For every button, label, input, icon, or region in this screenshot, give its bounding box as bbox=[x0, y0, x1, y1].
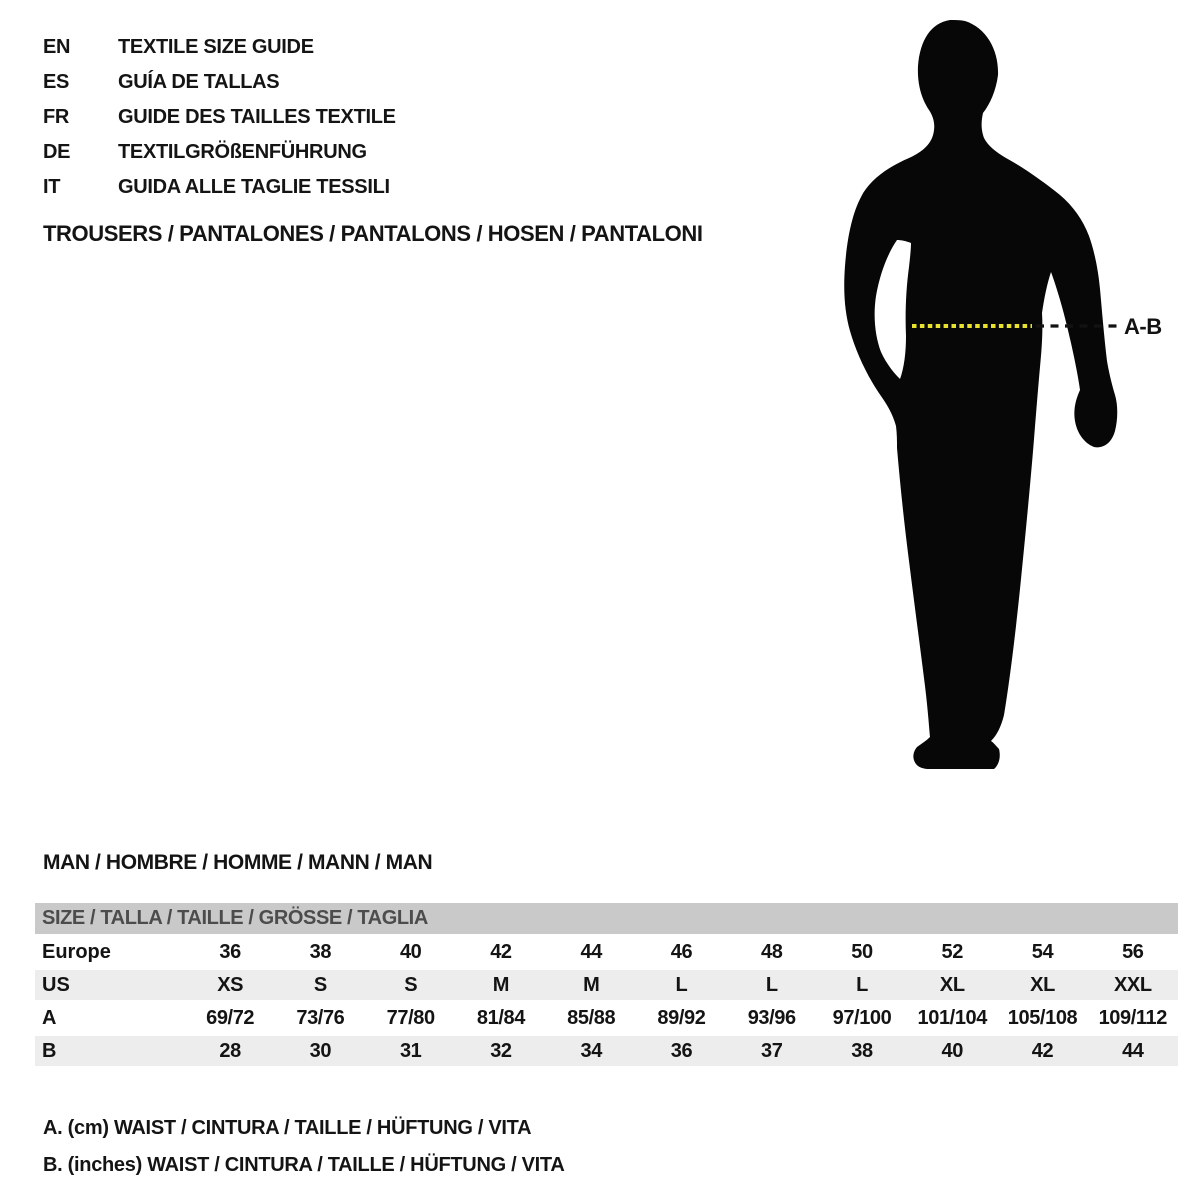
table-cell: 81/84 bbox=[476, 1007, 525, 1029]
table-cell: 40 bbox=[941, 1040, 963, 1062]
language-row-it bbox=[43, 170, 396, 205]
table-cell: 105/108 bbox=[1007, 1007, 1078, 1029]
table-cell: XS bbox=[217, 974, 244, 996]
language-code: EN bbox=[43, 36, 71, 58]
language-legend bbox=[43, 30, 396, 205]
measure-label: A-B bbox=[1124, 314, 1162, 339]
footnote-b: B. (inches) WAIST / CINTURA / TAILLE / HÜFTUNG / VITA bbox=[43, 1154, 565, 1176]
language-row-de bbox=[43, 135, 396, 170]
table-cell: 37 bbox=[761, 1040, 783, 1062]
table-row-us bbox=[35, 970, 1178, 1000]
row-label: A bbox=[42, 1007, 57, 1029]
table-cell: 109/112 bbox=[1098, 1007, 1167, 1029]
man-silhouette-figure bbox=[820, 0, 1200, 800]
table-row-b-inches bbox=[35, 1036, 1178, 1066]
row-label: B bbox=[42, 1040, 57, 1062]
row-label: Europe bbox=[42, 941, 111, 963]
table-cell: 50 bbox=[851, 941, 873, 963]
language-code: DE bbox=[43, 141, 71, 163]
table-cell: 73/76 bbox=[296, 1007, 345, 1029]
language-title: GUIDA ALLE TAGLIE TESSILI bbox=[118, 176, 390, 198]
table-cell: 69/72 bbox=[206, 1007, 255, 1029]
table-row-a-cm bbox=[35, 1003, 1178, 1033]
table-cell: 34 bbox=[580, 1040, 602, 1062]
table-cell: 85/88 bbox=[567, 1007, 616, 1029]
row-label: US bbox=[42, 974, 70, 996]
table-cell: 32 bbox=[490, 1040, 512, 1062]
footnote-a: A. (cm) WAIST / CINTURA / TAILLE / HÜFTUNG / VITA bbox=[43, 1117, 532, 1139]
table-cell: 101/104 bbox=[917, 1007, 987, 1029]
table-cell: S bbox=[313, 974, 327, 996]
language-row-fr bbox=[43, 100, 396, 135]
table-cell: S bbox=[404, 974, 418, 996]
table-cell: 46 bbox=[670, 941, 693, 963]
table-cell: L bbox=[675, 974, 688, 996]
table-cell: XXL bbox=[1113, 974, 1152, 996]
table-cell: 97/100 bbox=[832, 1007, 892, 1029]
table-cell: XL bbox=[939, 974, 965, 996]
category-heading: TROUSERS / PANTALONES / PANTALONS / HOSEN / PANTALONI bbox=[43, 221, 703, 246]
language-row-en bbox=[43, 30, 396, 65]
table-cell: 42 bbox=[490, 941, 512, 963]
table-cell: 31 bbox=[399, 1040, 422, 1062]
table-cell: 36 bbox=[219, 941, 241, 963]
table-cell: 44 bbox=[580, 941, 602, 963]
language-title: TEXTILE SIZE GUIDE bbox=[118, 36, 314, 58]
table-cell: 93/96 bbox=[747, 1007, 796, 1029]
table-cell: 36 bbox=[670, 1040, 693, 1062]
language-title: GUÍA DE TALLAS bbox=[118, 71, 280, 93]
table-cell: L bbox=[856, 974, 868, 996]
language-title: TEXTILGRÖßENFÜHRUNG bbox=[118, 141, 367, 163]
language-row-es bbox=[43, 65, 396, 100]
table-cell: L bbox=[765, 974, 778, 996]
table-cell: XL bbox=[1030, 974, 1055, 996]
table-cell: 28 bbox=[219, 1040, 241, 1062]
gender-heading: MAN / HOMBRE / HOMME / MANN / MAN bbox=[43, 851, 433, 874]
measurement-footnotes bbox=[43, 1110, 565, 1184]
table-cell: 56 bbox=[1122, 941, 1144, 963]
table-cell: M bbox=[492, 974, 510, 996]
table-cell: 38 bbox=[851, 1040, 873, 1062]
table-cell: 89/92 bbox=[657, 1007, 706, 1029]
size-table-header: SIZE / TALLA / TAILLE / GRÖSSE / TAGLIA bbox=[35, 903, 1178, 934]
table-cell: M bbox=[583, 974, 600, 996]
table-cell: 38 bbox=[309, 941, 332, 963]
language-code: IT bbox=[43, 176, 61, 198]
table-cell: 77/80 bbox=[386, 1007, 435, 1029]
table-cell: 30 bbox=[309, 1040, 332, 1062]
size-table bbox=[35, 903, 1178, 1069]
language-code: FR bbox=[43, 106, 70, 128]
table-cell: 52 bbox=[941, 941, 963, 963]
man-silhouette bbox=[844, 20, 1117, 769]
table-cell: 42 bbox=[1031, 1040, 1054, 1062]
table-cell: 48 bbox=[761, 941, 783, 963]
language-title: GUIDE DES TAILLES TEXTILE bbox=[118, 106, 396, 128]
table-row-europe bbox=[35, 937, 1178, 967]
table-cell: 44 bbox=[1122, 1040, 1144, 1062]
table-cell: 54 bbox=[1031, 941, 1054, 963]
language-code: ES bbox=[43, 71, 70, 93]
table-cell: 40 bbox=[399, 941, 422, 963]
